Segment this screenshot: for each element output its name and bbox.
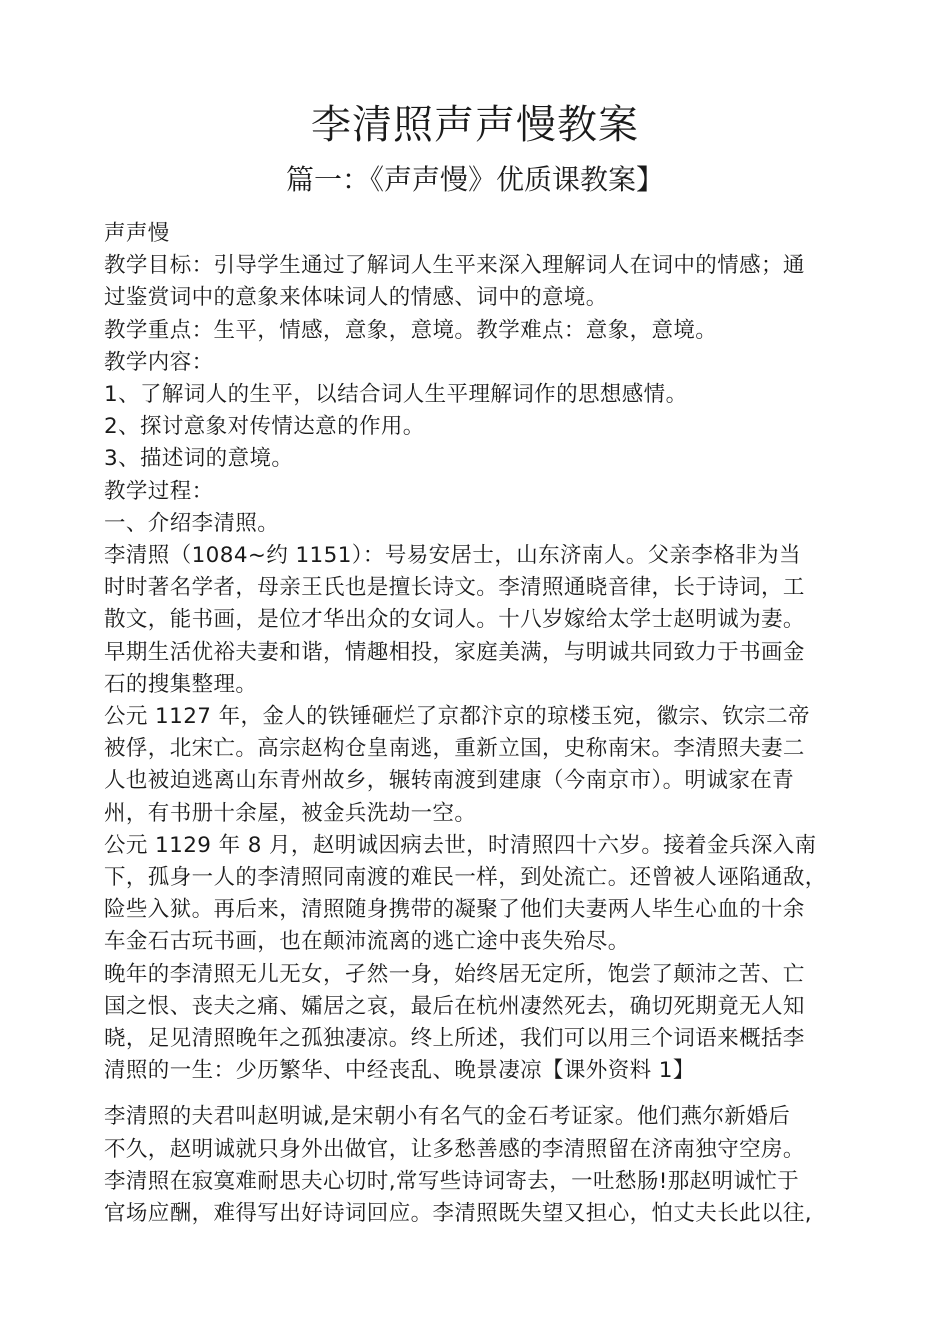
paragraph-gap bbox=[104, 1087, 856, 1101]
body-line: 李清照在寂寞难耐思夫心切时,常写些诗词寄去，一吐愁肠!那赵明诚忙于 bbox=[104, 1168, 800, 1194]
body-line: 过鉴赏词中的意象来体味词人的情感、词中的意境。 bbox=[104, 285, 608, 311]
body-line: 公元 1127 年，金人的铁锤砸烂了京都汴京的琼楼玉宛，徽宗、钦宗二帝 bbox=[104, 704, 810, 730]
body-line: 3、描述词的意境。 bbox=[104, 446, 294, 472]
body-line: 人也被迫逃离山东青州故乡，辗转南渡到建康（今南京市）。明诚家在青 bbox=[104, 768, 795, 794]
document-body bbox=[104, 218, 856, 1230]
body-line: 散文，能书画，是位才华出众的女词人。十八岁嫁给太学士赵明诚为妻。 bbox=[104, 607, 805, 633]
body-line: 李清照（1084~约 1151）：号易安居士，山东济南人。父亲李格非为当 bbox=[104, 543, 801, 569]
body-line: 下，孤身一人的李清照同南渡的难民一样，到处流亡。还曾被人诬陷通敌， bbox=[104, 865, 827, 891]
body-line: 险些入狱。再后来，清照随身携带的凝聚了他们夫妻两人毕生心血的十余 bbox=[104, 897, 805, 923]
body-line: 1、了解词人的生平，以结合词人生平理解词作的思想感情。 bbox=[104, 382, 688, 408]
body-line: 官场应酬，难得写出好诗词回应。李清照既失望又担心，怕丈夫长此以往, bbox=[104, 1201, 813, 1227]
body-line: 教学内容： bbox=[104, 349, 214, 375]
body-line: 国之恨、丧夫之痛、孀居之哀，最后在杭州凄然死去，确切死期竟无人知 bbox=[104, 993, 805, 1019]
body-line: 清照的一生：少历繁华、中经丧乱、晚景凄凉【课外资料 1】 bbox=[104, 1058, 695, 1084]
body-line: 公元 1129 年 8 月，赵明诚因病去世，时清照四十六岁。接着金兵深入南 bbox=[104, 832, 817, 858]
body-line: 州，有书册十余屋，被金兵洗劫一空。 bbox=[104, 800, 477, 826]
body-line: 时时著名学者，母亲王氏也是擅长诗文。李清照通晓音律，长于诗词，工 bbox=[104, 575, 805, 601]
body-line: 一、介绍李清照。 bbox=[104, 510, 280, 536]
document-title: 李清照声声慢教案 bbox=[311, 102, 639, 148]
body-line: 李清照的夫君叫赵明诚,是宋朝小有名气的金石考证家。他们燕尔新婚后 bbox=[104, 1104, 791, 1130]
body-line: 2、探讨意象对传情达意的作用。 bbox=[104, 414, 425, 440]
body-line: 教学重点：生平，情感，意象，意境。教学难点：意象，意境。 bbox=[104, 317, 718, 343]
body-line: 教学目标：引导学生通过了解词人生平来深入理解词人在词中的情感；通 bbox=[104, 253, 805, 279]
document-subtitle: 篇一：《声声慢》优质课教案】 bbox=[285, 163, 664, 196]
body-line: 声声慢 bbox=[104, 221, 170, 246]
body-line: 教学过程： bbox=[104, 478, 214, 504]
body-line: 晓，足见清照晚年之孤独凄凉。终上所述，我们可以用三个词语来概括李 bbox=[104, 1026, 805, 1052]
body-line: 不久，赵明诚就只身外出做官，让多愁善感的李清照留在济南独守空房。 bbox=[104, 1136, 805, 1162]
body-line: 车金石古玩书画，也在颠沛流离的逃亡途中丧失殆尽。 bbox=[104, 929, 630, 955]
body-line: 石的搜集整理。 bbox=[104, 671, 258, 697]
body-line: 早期生活优裕夫妻和谐，情趣相投，家庭美满，与明诚共同致力于书画金 bbox=[104, 639, 805, 665]
body-line: 被俘，北宋亡。高宗赵构仓皇南逃，重新立国，史称南宋。李清照夫妻二 bbox=[104, 736, 805, 762]
body-line: 晚年的李清照无儿无女，孑然一身，始终居无定所，饱尝了颠沛之苦、亡 bbox=[104, 961, 805, 987]
